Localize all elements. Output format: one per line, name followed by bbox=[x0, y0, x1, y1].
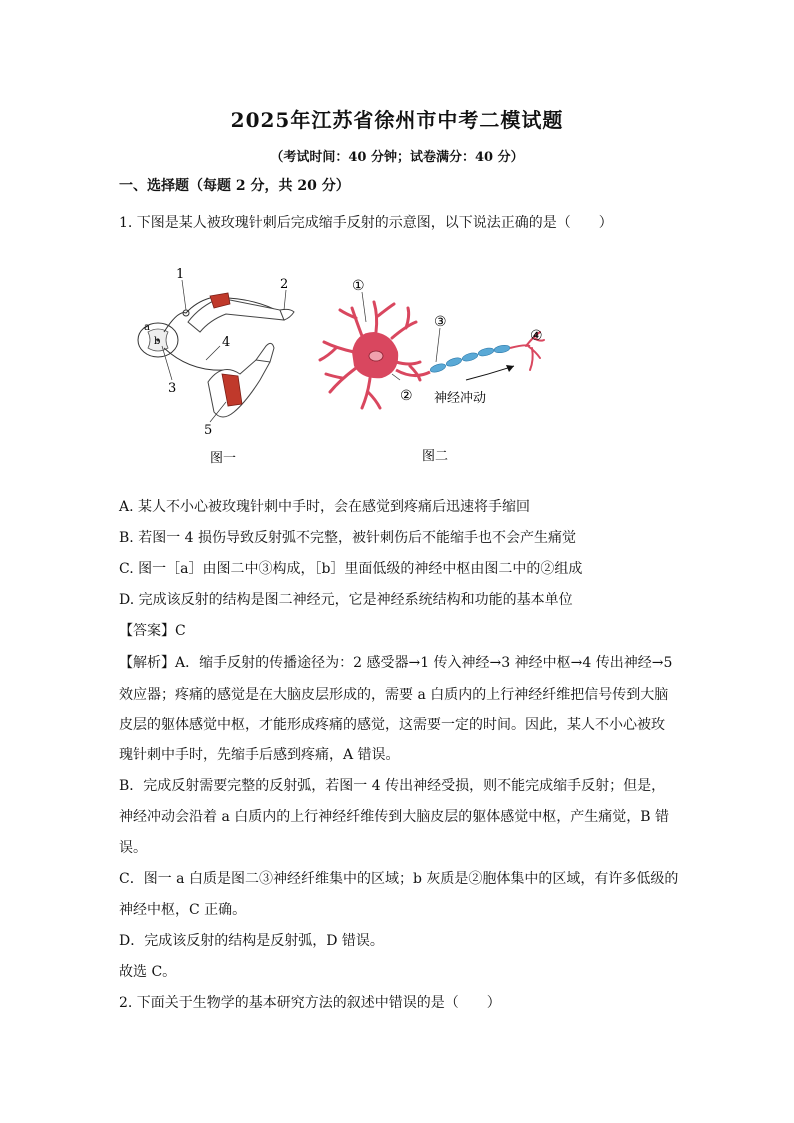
analysis-line: 误。 bbox=[119, 840, 147, 856]
analysis-line: D．完成该反射的结构是反射弧，D 错误。 bbox=[119, 933, 384, 949]
figure-1-caption: 图一 bbox=[210, 451, 237, 466]
exam-info: （考试时间：40 分钟；试卷满分：40 分） bbox=[270, 150, 524, 165]
option-b: B. 若图一 4 损伤导致反射弧不完整，被针刺伤后不能缩手也不会产生痛觉 bbox=[119, 530, 576, 546]
fig2-label-1: ① bbox=[352, 278, 365, 294]
pointing-hand bbox=[256, 343, 274, 362]
analysis-line: 故选 C。 bbox=[119, 964, 177, 980]
question-1-stem: 1. 下图是某人被玫瑰针刺后完成缩手反射的示意图，以下说法正确的是（ ） bbox=[119, 215, 613, 231]
question-2-stem: 2. 下面关于生物学的基本研究方法的叙述中错误的是（ ） bbox=[119, 995, 501, 1011]
fig1-label-a: a bbox=[144, 322, 150, 333]
option-c: C. 图一［a］由图二中③构成，［b］里面低级的神经中枢由图二中的②组成 bbox=[119, 561, 583, 577]
answer: 【答案】C bbox=[119, 623, 186, 639]
fig2-label-4: ④ bbox=[530, 328, 543, 344]
option-a: A. 某人不小心被玫瑰针刺中手时，会在感觉到疼痛后迅速将手缩回 bbox=[119, 499, 531, 515]
fig1-label-2: 2 bbox=[280, 277, 289, 292]
leader-c2 bbox=[392, 374, 400, 380]
option-d: D. 完成该反射的结构是图二神经元，它是神经系统结构和功能的基本单位 bbox=[119, 592, 573, 608]
page-title: 2025年江苏省徐州市中考二模试题 bbox=[230, 108, 564, 132]
leader-1 bbox=[182, 280, 186, 310]
leader-4 bbox=[206, 346, 220, 360]
impulse-label: 神经冲动 bbox=[434, 391, 487, 406]
fig1-label-4: 4 bbox=[222, 335, 231, 350]
figure-2-caption: 图二 bbox=[422, 449, 449, 464]
reflex-figure bbox=[130, 262, 560, 472]
fig2-label-2: ② bbox=[400, 388, 413, 404]
fig1-label-b: b bbox=[154, 336, 161, 347]
figure-2-neuron bbox=[320, 278, 544, 464]
analysis-line: B．完成反射需要完整的反射弧，若图一 4 传出神经受损，则不能完成缩手反射；但是， bbox=[119, 778, 666, 794]
fig1-label-5: 5 bbox=[204, 423, 213, 438]
upper-arm bbox=[188, 298, 284, 332]
leader-2 bbox=[284, 290, 286, 310]
fig2-label-3: ③ bbox=[434, 314, 447, 330]
figure-1-reflex-arc bbox=[138, 267, 294, 466]
fig1-label-3: 3 bbox=[168, 381, 177, 396]
fig1-label-1: 1 bbox=[176, 267, 185, 282]
nucleus bbox=[369, 351, 383, 361]
analysis-line: 皮层的躯体感觉中枢，才能形成疼痛的感觉，这需要一定的时间。因此，某人不小心被玫 bbox=[119, 717, 665, 733]
leader-c1 bbox=[362, 292, 366, 322]
analysis-line: 瑰针刺中手时，先缩手后感到疼痛，A 错误。 bbox=[119, 747, 400, 763]
analysis-line: 神经中枢，C 正确。 bbox=[119, 902, 247, 918]
leader-c3 bbox=[436, 328, 440, 362]
analysis-line: C．图一 a 白质是图二③神经纤维集中的区域；b 灰质是②胞体集中的区域，有许多低级的 bbox=[119, 871, 679, 887]
analysis-line: 效应器；疼痛的感觉是在大脑皮层形成的，需要 a 白质内的上行神经纤维把信号传到大脑 bbox=[119, 687, 669, 703]
myelin-sheath bbox=[429, 344, 510, 374]
analysis-line: 神经冲动会沿着 a 白质内的上行神经纤维传到大脑皮层的躯体感觉中枢，产生痛觉，B 错 bbox=[119, 809, 669, 825]
section-heading: 一、选择题（每题 2 分，共 20 分） bbox=[119, 178, 350, 194]
analysis-line: 【解析】A．缩手反射的传播途径为：2 感受器→1 传入神经→3 神经中枢→4 传出神经→5 bbox=[119, 655, 673, 671]
impulse-arrow bbox=[466, 366, 514, 380]
